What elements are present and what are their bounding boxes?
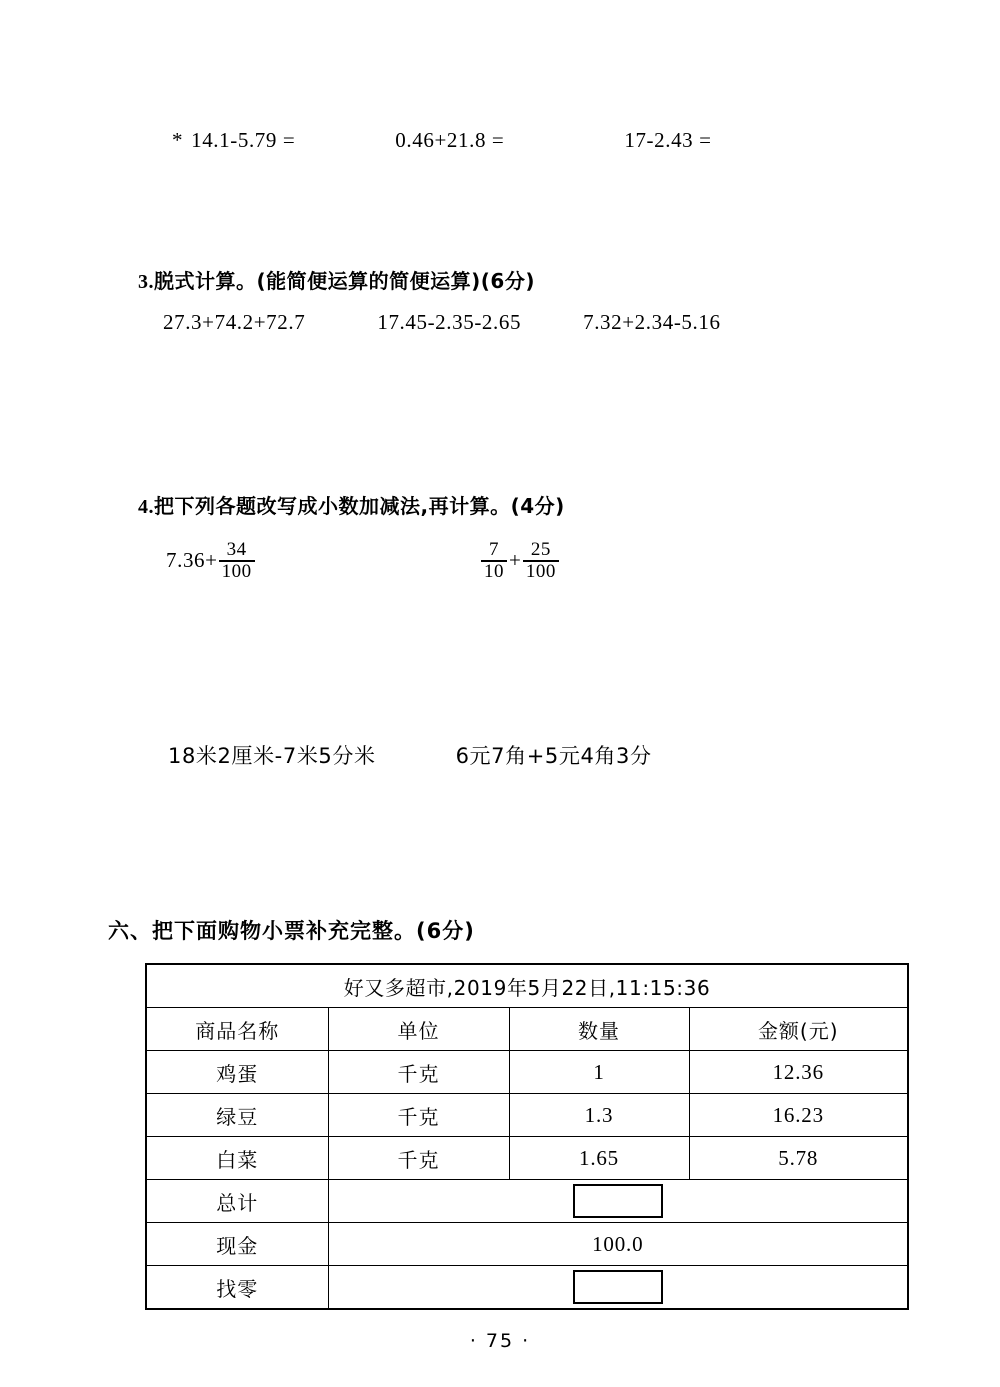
receipt-row-1-name: 鸡蛋 [146,1051,328,1094]
question-4-number: 4. [138,496,154,518]
question-3-text: 脱式计算。(能简便运算的简便运算)(6分) [154,269,535,293]
question-4-unit-item-1: 18米2厘米-7米5分米 [168,744,376,768]
receipt-row-2-amount: 16.23 [689,1094,908,1137]
question-4-unit-items [168,740,652,770]
receipt-row-3-name: 白菜 [146,1137,328,1180]
question-4-unit-item-2: 6元7角+5元4角3分 [455,744,652,768]
receipt-total-row [146,1180,908,1223]
receipt-row-3-amount: 5.78 [689,1137,908,1180]
question-3-heading [138,265,535,294]
fraction-item-2-operator: + [509,548,521,573]
receipt-row-2-name: 绿豆 [146,1094,328,1137]
fraction-numerator: 7 [489,539,499,560]
receipt-column-product-name: 商品名称 [146,1008,328,1051]
receipt-change-row [146,1266,908,1310]
receipt-change-value-cell [328,1266,908,1310]
question-4-fraction-item-2 [480,540,560,582]
oral-calc-row [172,128,712,153]
question-4-heading [138,490,565,519]
receipt-total-answer-box[interactable] [573,1184,663,1218]
section-6-heading: 六、把下面购物小票补充完整。(6分) [108,919,475,943]
receipt-header-row [146,1008,908,1051]
table-row [146,1051,908,1094]
receipt-cash-label: 现金 [146,1223,328,1266]
fraction-numerator: 25 [530,539,551,560]
receipt-title-row [146,964,908,1008]
question-4-text: 把下列各题改写成小数加减法,再计算。(4分) [154,494,565,518]
fraction-denominator: 100 [525,560,556,582]
page-number: · 75 · [469,1330,531,1352]
question-3-items [163,310,721,335]
oral-calc-item-3: 17-2.43 = [624,128,712,152]
receipt-title: 好又多超市,2019年5月22日,11:15:36 [146,964,908,1008]
receipt-row-1-unit: 千克 [328,1051,509,1094]
question-3-item-2: 17.45-2.35-2.65 [377,310,522,334]
receipt-row-3-qty: 1.65 [509,1137,689,1180]
receipt-row-1-qty: 1 [509,1051,689,1094]
receipt-cash-value: 100.0 [328,1223,908,1266]
fraction-7-over-10 [481,540,507,582]
question-4-fraction-item-1 [166,540,256,582]
receipt-change-label: 找零 [146,1266,328,1310]
receipt-row-2-unit: 千克 [328,1094,509,1137]
fraction-item-1-lead: 7.36+ [166,548,218,573]
fraction-25-over-100 [523,540,559,582]
receipt-row-2-qty: 1.3 [509,1094,689,1137]
question-3-number: 3. [138,271,154,293]
question-3-item-1: 27.3+74.2+72.7 [163,310,306,334]
receipt-column-amount: 金额(元) [689,1008,908,1051]
receipt-total-label: 总计 [146,1180,328,1223]
fraction-denominator: 10 [484,560,504,582]
table-row [146,1137,908,1180]
receipt-column-quantity: 数量 [509,1008,689,1051]
table-row [146,1094,908,1137]
receipt-change-answer-box[interactable] [573,1270,663,1304]
receipt-cash-row [146,1223,908,1266]
fraction-34-over-100 [219,540,255,582]
receipt-table [145,963,909,1310]
question-3-item-3: 7.32+2.34-5.16 [583,310,721,334]
oral-calc-marker: * [172,128,184,152]
oral-calc-item-1: 14.1-5.79 = [191,128,296,152]
receipt-total-value-cell [328,1180,908,1223]
fraction-denominator: 100 [221,560,252,582]
fraction-numerator: 34 [226,539,247,560]
receipt-column-unit: 单位 [328,1008,509,1051]
oral-calc-item-2: 0.46+21.8 = [395,128,505,152]
receipt-row-3-unit: 千克 [328,1137,509,1180]
receipt-row-1-amount: 12.36 [689,1051,908,1094]
